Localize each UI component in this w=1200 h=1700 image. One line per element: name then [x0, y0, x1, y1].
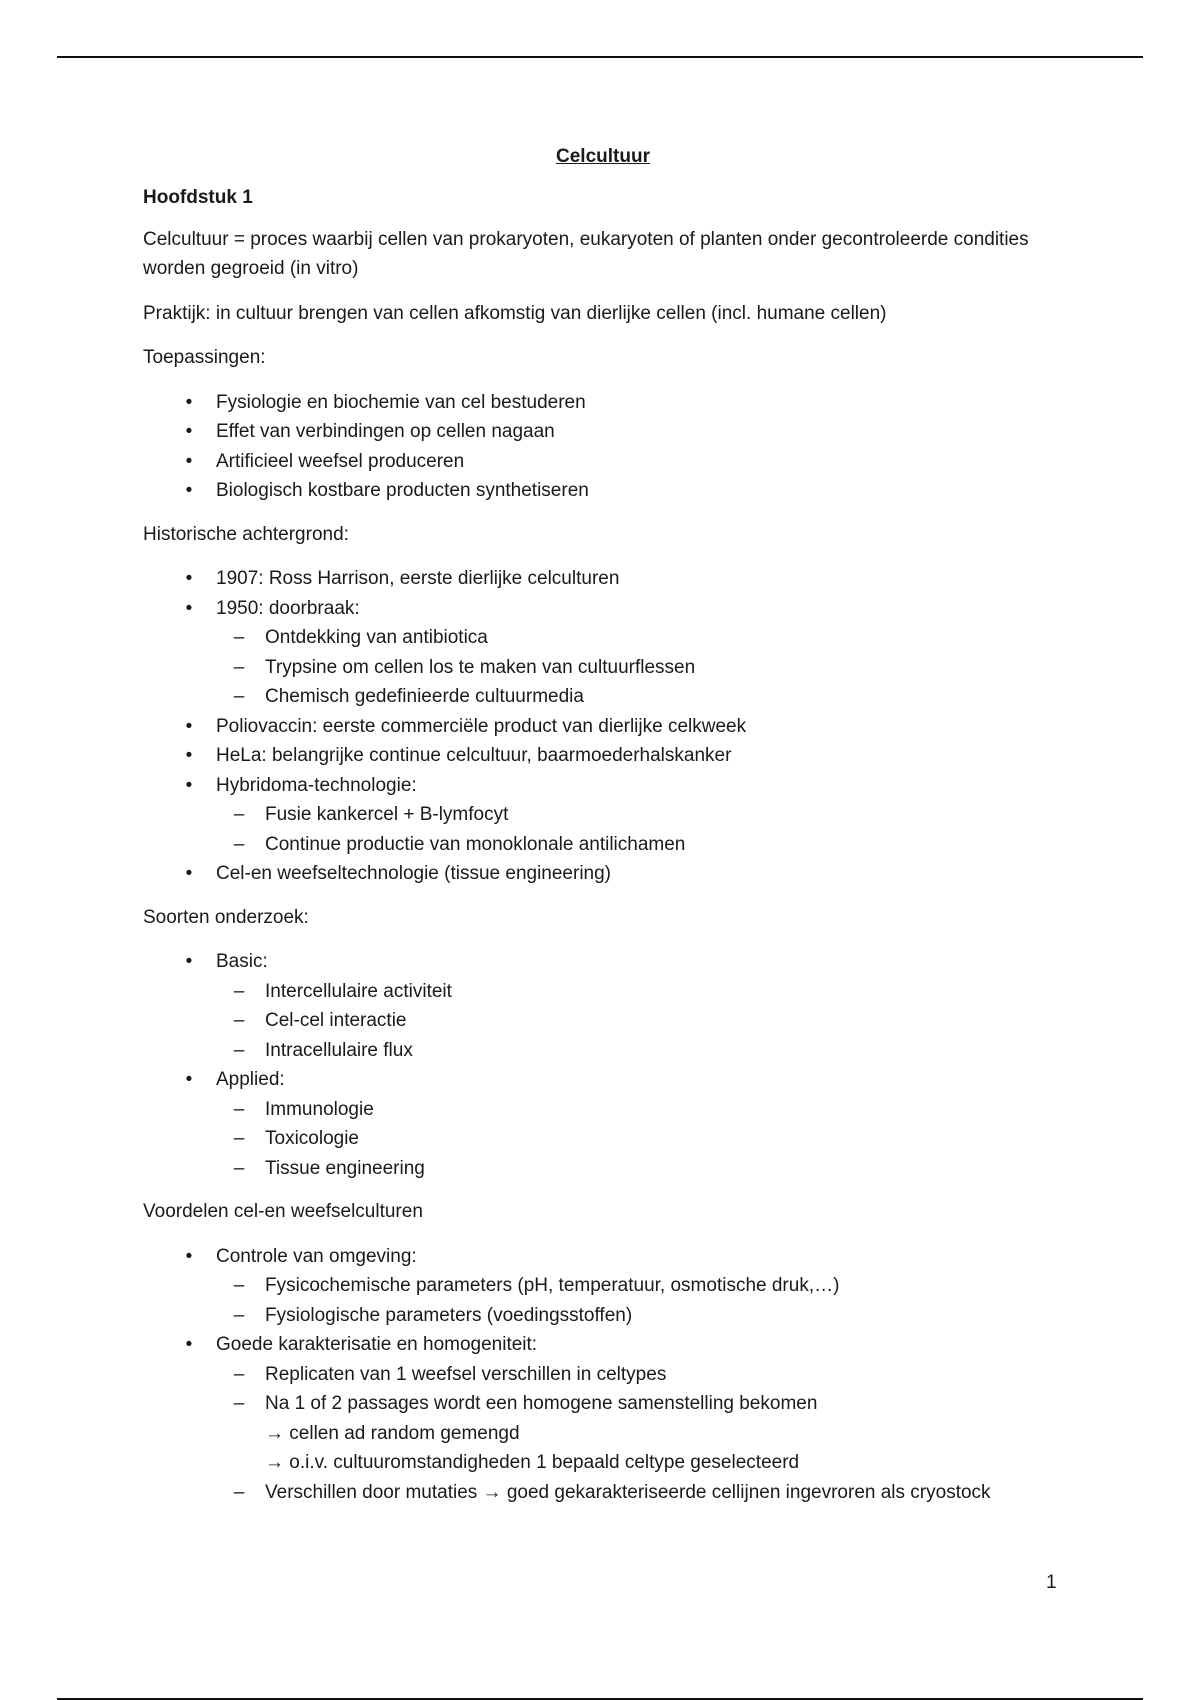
- list-item-text: 1950: doorbraak:: [216, 597, 360, 619]
- document-body: [143, 142, 1063, 1521]
- list-item-text: Cel-en weefseltechnologie (tissue engineering): [216, 863, 612, 884]
- dash-icon: –: [233, 1304, 245, 1326]
- list-item-text: 1907: Ross Harrison, eerste dierlijke celculturen: [216, 568, 620, 589]
- history-heading: Historische achtergrond:: [143, 523, 349, 545]
- document-title: Celcultuur: [556, 146, 650, 167]
- list-item-text: Controle van omgeving:: [216, 1245, 417, 1267]
- chapter-heading: Hoofdstuk 1: [143, 187, 253, 208]
- list-item: [143, 771, 1063, 860]
- list-item: [143, 447, 1063, 477]
- bullet-icon: •: [185, 421, 193, 442]
- list-item: [143, 1242, 1063, 1331]
- dash-icon: –: [233, 656, 245, 678]
- sub-list-item: [216, 1006, 1063, 1036]
- research-heading: Soorten onderzoek:: [143, 906, 309, 928]
- sub-list: [216, 800, 1063, 859]
- arrow-note: → cellen ad random gemengd: [265, 1422, 520, 1444]
- dash-icon: –: [233, 804, 245, 825]
- bullet-icon: •: [185, 745, 193, 766]
- sub-list: [216, 977, 1063, 1066]
- sub-item-text: Immunologie: [265, 1098, 374, 1120]
- sub-list-item: [216, 1301, 1063, 1331]
- list-item-text: Artificieel weefsel produceren: [216, 450, 465, 472]
- advantages-heading: Voordelen cel-en weefselculturen: [143, 1201, 423, 1222]
- sub-list-item: [216, 1124, 1063, 1154]
- sub-list-item: [216, 830, 1063, 860]
- sub-list-item: [216, 800, 1063, 830]
- dash-icon: –: [233, 1098, 245, 1120]
- dash-icon: –: [233, 833, 245, 855]
- bullet-icon: •: [185, 480, 193, 501]
- sub-list: [216, 1095, 1063, 1184]
- bullet-icon: •: [185, 391, 193, 413]
- dash-icon: –: [233, 1157, 245, 1179]
- bullet-icon: •: [185, 1245, 193, 1267]
- applications-heading: Toepassingen:: [143, 347, 266, 368]
- page-number: 1: [1046, 1572, 1057, 1593]
- sub-item-text: Continue productie van monoklonale antilichamen: [265, 833, 686, 855]
- list-item: [143, 594, 1063, 712]
- bullet-icon: •: [185, 715, 193, 737]
- sub-list-item: [216, 1478, 1063, 1508]
- dash-icon: –: [233, 1039, 245, 1061]
- sub-list-item: [216, 1095, 1063, 1125]
- sub-list: [216, 623, 1063, 712]
- sub-item-text: Intercellulaire activiteit: [265, 980, 452, 1002]
- definition-paragraph: Celcultuur = proces waarbij cellen van prokaryoten, eukaryoten of planten onder gecontroleerde condities worden gegroeid (in vitro): [143, 228, 1029, 279]
- dash-icon: –: [233, 686, 245, 707]
- bullet-icon: •: [185, 774, 193, 796]
- bullet-icon: •: [185, 568, 193, 589]
- sub-item-text: Na 1 of 2 passages wordt een homogene samenstelling bekomen: [265, 1393, 818, 1414]
- sub-item-text: Fysicochemische parameters (pH, temperatuur, osmotische druk,…): [265, 1275, 840, 1296]
- sub-list-item: [216, 653, 1063, 683]
- bullet-icon: •: [185, 863, 193, 884]
- sub-list-item: [216, 1036, 1063, 1066]
- practice-paragraph: Praktijk: in cultuur brengen van cellen afkomstig van dierlijke cellen (incl. humane cellen): [143, 302, 887, 324]
- list-item: [143, 388, 1063, 418]
- dash-icon: –: [233, 1363, 245, 1385]
- bullet-icon: •: [185, 450, 193, 472]
- sub-item-text: Toxicologie: [265, 1128, 359, 1149]
- list-item-text: Biologisch kostbare producten synthetiseren: [216, 480, 589, 501]
- sub-list-item: [216, 682, 1063, 712]
- dash-icon: –: [233, 1010, 245, 1031]
- sub-item-text: Cel-cel interactie: [265, 1010, 407, 1031]
- list-item-text: HeLa: belangrijke continue celcultuur, baarmoederhalskanker: [216, 745, 732, 766]
- dash-icon: –: [233, 1128, 245, 1149]
- list-item: [143, 564, 1063, 594]
- list-item-text: Applied:: [216, 1069, 285, 1090]
- sub-item-text: Intracellulaire flux: [265, 1039, 413, 1061]
- sub-list-item: [216, 1360, 1063, 1390]
- dash-icon: –: [233, 627, 245, 648]
- history-list: [143, 564, 1063, 889]
- list-item: [143, 712, 1063, 742]
- sub-item-text: Tissue engineering: [265, 1157, 425, 1179]
- dash-icon: –: [233, 1275, 245, 1296]
- sub-item-text: Fusie kankercel + B-lymfocyt: [265, 804, 509, 825]
- list-item-text: Basic:: [216, 951, 268, 972]
- list-item: [143, 859, 1063, 889]
- list-item: [143, 741, 1063, 771]
- dash-icon: –: [233, 980, 245, 1002]
- sub-item-text: Replicaten van 1 weefsel verschillen in celtypes: [265, 1363, 667, 1385]
- sub-item-text: Chemisch gedefinieerde cultuurmedia: [265, 686, 584, 707]
- list-item: [143, 947, 1063, 1065]
- list-item-text: Poliovaccin: eerste commerciële product van dierlijke celkweek: [216, 715, 747, 737]
- arrow-note: → o.i.v. cultuuromstandigheden 1 bepaald celtype geselecteerd: [265, 1452, 800, 1473]
- sub-item-text: Trypsine om cellen los te maken van cultuurflessen: [265, 656, 696, 678]
- sub-item-text: Ontdekking van antibiotica: [265, 627, 488, 648]
- list-item-text: Fysiologie en biochemie van cel bestuderen: [216, 391, 586, 413]
- list-item: [143, 1065, 1063, 1183]
- list-item-text: Hybridoma-technologie:: [216, 774, 417, 796]
- sub-list: [216, 1271, 1063, 1330]
- sub-list-item: [216, 623, 1063, 653]
- advantages-list: [143, 1242, 1063, 1508]
- list-item: [143, 1330, 1063, 1507]
- sub-list: [216, 1360, 1063, 1508]
- bullet-icon: •: [185, 1069, 193, 1090]
- bullet-icon: •: [185, 951, 193, 972]
- sub-list-item: [216, 1154, 1063, 1184]
- bullet-icon: •: [185, 597, 193, 619]
- sub-list-item: [216, 977, 1063, 1007]
- dash-icon: –: [233, 1393, 245, 1414]
- list-item: [143, 476, 1063, 506]
- dash-icon: –: [233, 1481, 245, 1503]
- bullet-icon: •: [185, 1334, 193, 1355]
- sub-item-text: Fysiologische parameters (voedingsstoffen): [265, 1304, 633, 1326]
- sub-item-text: Verschillen door mutaties → goed gekarakteriseerde cellijnen ingevroren als cryostock: [265, 1481, 991, 1503]
- sub-list-item: [216, 1271, 1063, 1301]
- list-item-text: Effet van verbindingen op cellen nagaan: [216, 421, 555, 442]
- applications-list: [143, 388, 1063, 506]
- list-item-text: Goede karakterisatie en homogeniteit:: [216, 1334, 538, 1355]
- sub-list-item: [216, 1389, 1063, 1478]
- research-list: [143, 947, 1063, 1183]
- list-item: [143, 417, 1063, 447]
- header-rule: [57, 56, 1143, 58]
